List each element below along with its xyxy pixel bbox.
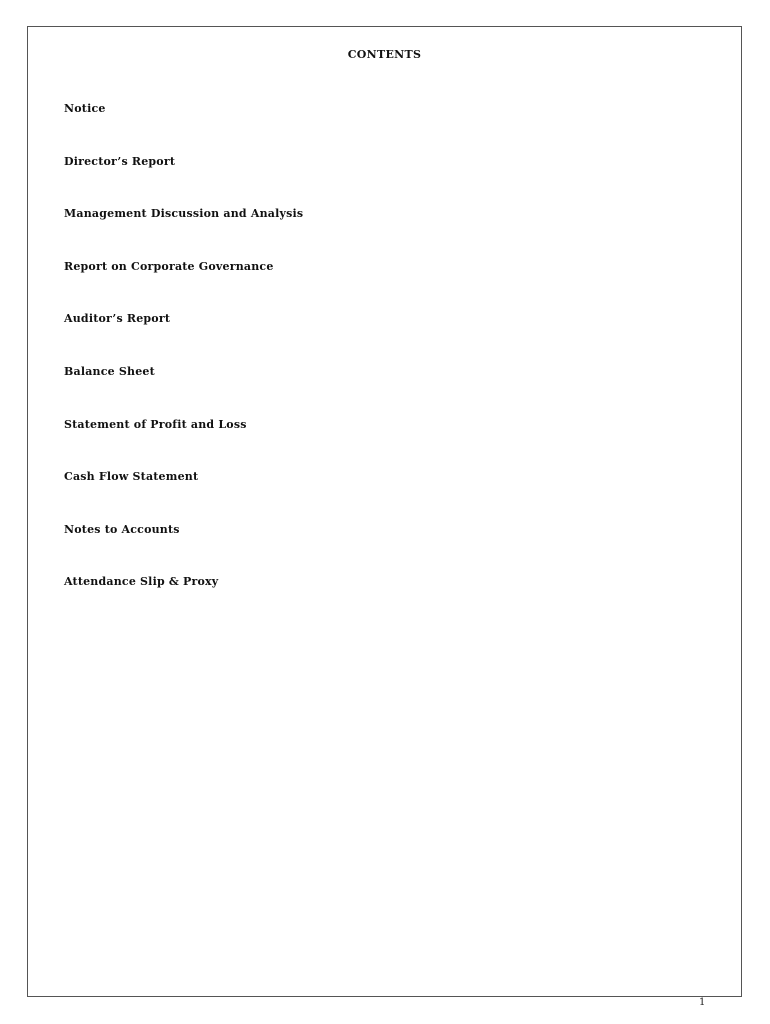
page-border — [27, 26, 742, 997]
toc-item-auditors-report: Auditor’s Report — [64, 312, 171, 326]
page-number: 1 — [699, 997, 706, 1008]
toc-item-notes-to-accounts: Notes to Accounts — [64, 522, 180, 536]
toc-item-balance-sheet: Balance Sheet — [64, 364, 155, 378]
table-of-contents — [64, 102, 303, 628]
contents-heading: CONTENTS — [347, 48, 422, 61]
toc-item-management-discussion: Management Discussion and Analysis — [64, 207, 304, 221]
toc-item-cash-flow: Cash Flow Statement — [64, 470, 199, 484]
toc-item-attendance-slip: Attendance Slip & Proxy — [64, 575, 219, 589]
toc-item-directors-report: Director’s Report — [64, 154, 176, 168]
toc-item-notice: Notice — [64, 102, 106, 115]
toc-item-corporate-governance: Report on Corporate Governance — [64, 259, 274, 273]
toc-item-profit-and-loss: Statement of Profit and Loss — [64, 417, 247, 431]
